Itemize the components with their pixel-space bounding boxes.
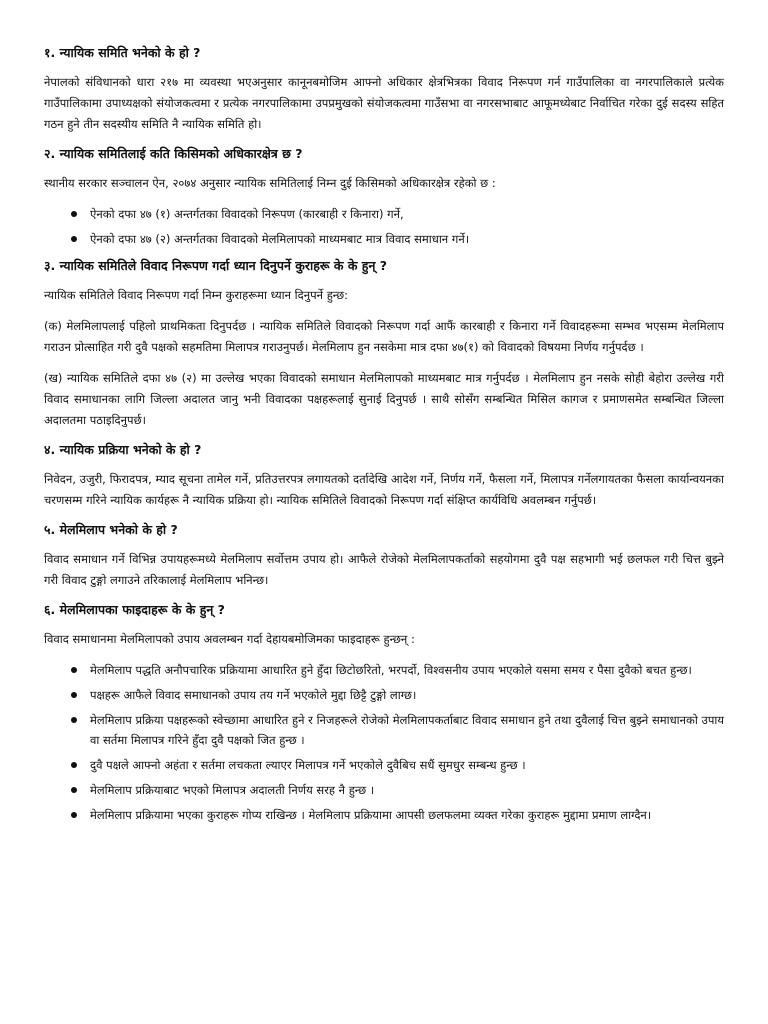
bullet-icon <box>71 787 77 793</box>
section-1 <box>44 44 724 135</box>
list-item <box>44 204 724 224</box>
paragraph: निवेदन, उजुरी, फिरादपत्र, म्याद सूचना तामेल गर्ने, प्रतिउत्तरपत्र लगायतको दर्तादेखि आदेश गर्ने, निर्णय गर्ने, फैसला गर्ने, मिलापत्र गर्नेलगायतका फैसला कार्यान्वयनका चरणसम्म गरिने न्यायिक कार्यहरू नै न्यायिक प्रक्रिया हो। न्यायिक समितिले विवादको निरूपण गर्दा संक्षिप्त कार्यविधि अवलम्बन गर्नुपर्छ। <box>44 472 724 507</box>
list-item <box>44 685 724 705</box>
paragraph: स्थानीय सरकार सञ्चालन ऐन, २०७४ अनुसार न्यायिक समितिलाई निम्न दुई किसिमको अधिकारक्षेत्र रहेको छ : <box>44 176 496 190</box>
bullet-icon <box>71 211 77 217</box>
list-item-text: मेलमिलाप पद्धति अनौपचारिक प्रक्रियामा आधारित हुने हुँदा छिटोछरितो, भरपर्दो, विश्वसनीय उपाय भएकोले यसमा समय र पैसा दुवैको बचत हुन्छ। <box>90 663 692 677</box>
list-item-text: ऐनको दफा ४७ (२) अन्तर्गतका विवादको मेलमिलापको माध्यमबाट मात्र विवाद समाधान गर्ने। <box>90 232 470 246</box>
list-item <box>44 660 724 680</box>
list-item-text: मेलमिलाप प्रक्रिया पक्षहरूको स्वेच्छामा आधारित हुने र निजहरूले रोजेको मेलमिलापकर्ताबाट विवाद समाधान हुने तथा दुवैलाई चित्त बुझ्ने समाधानको उपाय वा सर्तमा मिलापत्र गरिने हुँदा दुवै पक्षको जित हुन्छ । <box>90 713 724 747</box>
bullet-icon <box>71 717 77 723</box>
bullet-icon <box>71 236 77 242</box>
section-heading: ४. न्यायिक प्रक्रिया भनेको के हो ? <box>44 442 202 457</box>
bullet-icon <box>71 692 77 698</box>
list-item-text: दुवै पक्षले आफ्नो अहंता र सर्तमा लचकता ल्याएर मिलापत्र गर्ने भएकोले दुवैबिच सधैं सुमधुर सम्बन्ध हुन्छ । <box>90 758 526 772</box>
list-item-text: मेलमिलाप प्रक्रियामा भएका कुराहरू गोप्य राखिन्छ । मेलमिलाप प्रक्रियामा आपसी छलफलमा व्यक्त गरेका कुराहरू मुद्दामा प्रमाण लाग्दैन। <box>90 808 652 822</box>
paragraph: विवाद समाधानमा मेलमिलापको उपाय अवलम्बन गर्दा देहायबमोजिमका फाइदाहरू हुन्छन् : <box>44 632 415 646</box>
section-6 <box>44 601 724 825</box>
paragraph: न्यायिक समितिले विवाद निरूपण गर्दा निम्न कुराहरूमा ध्यान दिनुपर्ने हुन्छ: <box>44 288 349 302</box>
list-item-text: मेलमिलाप प्रक्रियाबाट भएको मिलापत्र अदालती निर्णय सरह नै हुन्छ । <box>90 783 375 797</box>
section-4 <box>44 441 724 511</box>
section-heading: ६. मेलमिलापका फाइदाहरू के के हुन् ? <box>44 602 225 617</box>
bullet-icon <box>71 812 77 818</box>
bullet-icon <box>71 667 77 673</box>
bullet-list <box>44 660 724 825</box>
paragraph: (ख) न्यायिक समितिले दफा ४७ (२) मा उल्लेख भएका विवादको समाधान मेलमिलापको माध्यमबाट मात्र गर्नुपर्दछ । मेलमिलाप हुन नसके सोही बेहोरा उल्लेख गरी विवाद समाधानका लागि जिल्ला अदालत जानु भनी विवादका पक्षहरूलाई सुनाई दिनुपर्छ । साथै सोसँग सम्बन्धित मिसिल कागज र प्रमाणसमेत सम्बन्धित जिल्ला अदालतमा पठाइदिनुपर्छ। <box>44 371 724 427</box>
section-2 <box>44 145 724 249</box>
list-item <box>44 229 724 249</box>
list-item-text: पक्षहरू आफैले विवाद समाधानको उपाय तय गर्ने भएकोले मुद्दा छिट्टै टुङ्गो लाग्छ। <box>90 688 417 702</box>
list-item-text: ऐनको दफा ४७ (१) अन्तर्गतका विवादको निरूपण (कारबाही र किनारा) गर्ने, <box>90 207 404 221</box>
paragraph: (क) मेलमिलापलाई पहिलो प्राथमिकता दिनुपर्दछ । न्यायिक समितिले विवादको निरूपण गर्दा आफैं कारबाही र किनारा गर्ने विवादहरूमा सम्भव भएसम्म मेलमिलाप गराउन प्रोत्साहित गरी दुवै पक्षको सहमतिमा मिलापत्र गराउनुपर्छ। मेलमिलाप हुन नसकेमा मात्र दफा ४७(१) को विवादको विषयमा निर्णय गर्नुपर्दछ । <box>44 319 724 354</box>
paragraph: विवाद समाधान गर्ने विभिन्न उपायहरूमध्ये मेलमिलाप सर्वोत्तम उपाय हो। आफैले रोजेको मेलमिलापकर्ताको सहयोगमा दुवै पक्ष सहभागी भई छलफल गरी चित्त बुझ्ने गरी विवाद टुङ्गो लगाउने तरिकालाई मेलमिलाप भनिन्छ। <box>44 552 724 587</box>
section-heading: ३. न्यायिक समितिले विवाद निरूपण गर्दा ध्यान दिनुपर्ने कुराहरू के के हुन् ? <box>44 258 387 273</box>
bullet-list <box>44 204 724 249</box>
list-item <box>44 755 724 775</box>
list-item <box>44 710 724 750</box>
list-item <box>44 780 724 800</box>
list-item <box>44 805 724 825</box>
section-heading: २. न्यायिक समितिलाई कति किसिमको अधिकारक्षेत्र छ ? <box>44 146 303 161</box>
paragraph: नेपालको संविधानको धारा २१७ मा व्यवस्था भएअनुसार कानूनबमोजिम आफ्नो अधिकार क्षेत्रभित्रका विवाद निरूपण गर्न गाउँपालिका वा नगरपालिकाले प्रत्येक गाउँपालिकामा उपाध्यक्षको संयोजकत्वमा र प्रत्येक नगरपालिकामा उपप्रमुखको संयोजकत्वमा गाउँसभा वा नगरसभाबाट आफूमध्येबाट निर्वाचित गरेका दुई सदस्य सहित गठन हुने तीन सदस्यीय समिति नै न्यायिक समिति हो। <box>44 75 724 131</box>
bullet-icon <box>71 762 77 768</box>
section-3 <box>44 257 724 431</box>
section-5 <box>44 521 724 591</box>
section-heading: १. न्यायिक समिति भनेको के हो ? <box>44 45 201 60</box>
section-heading: ५. मेलमिलाप भनेको के हो ? <box>44 522 178 537</box>
